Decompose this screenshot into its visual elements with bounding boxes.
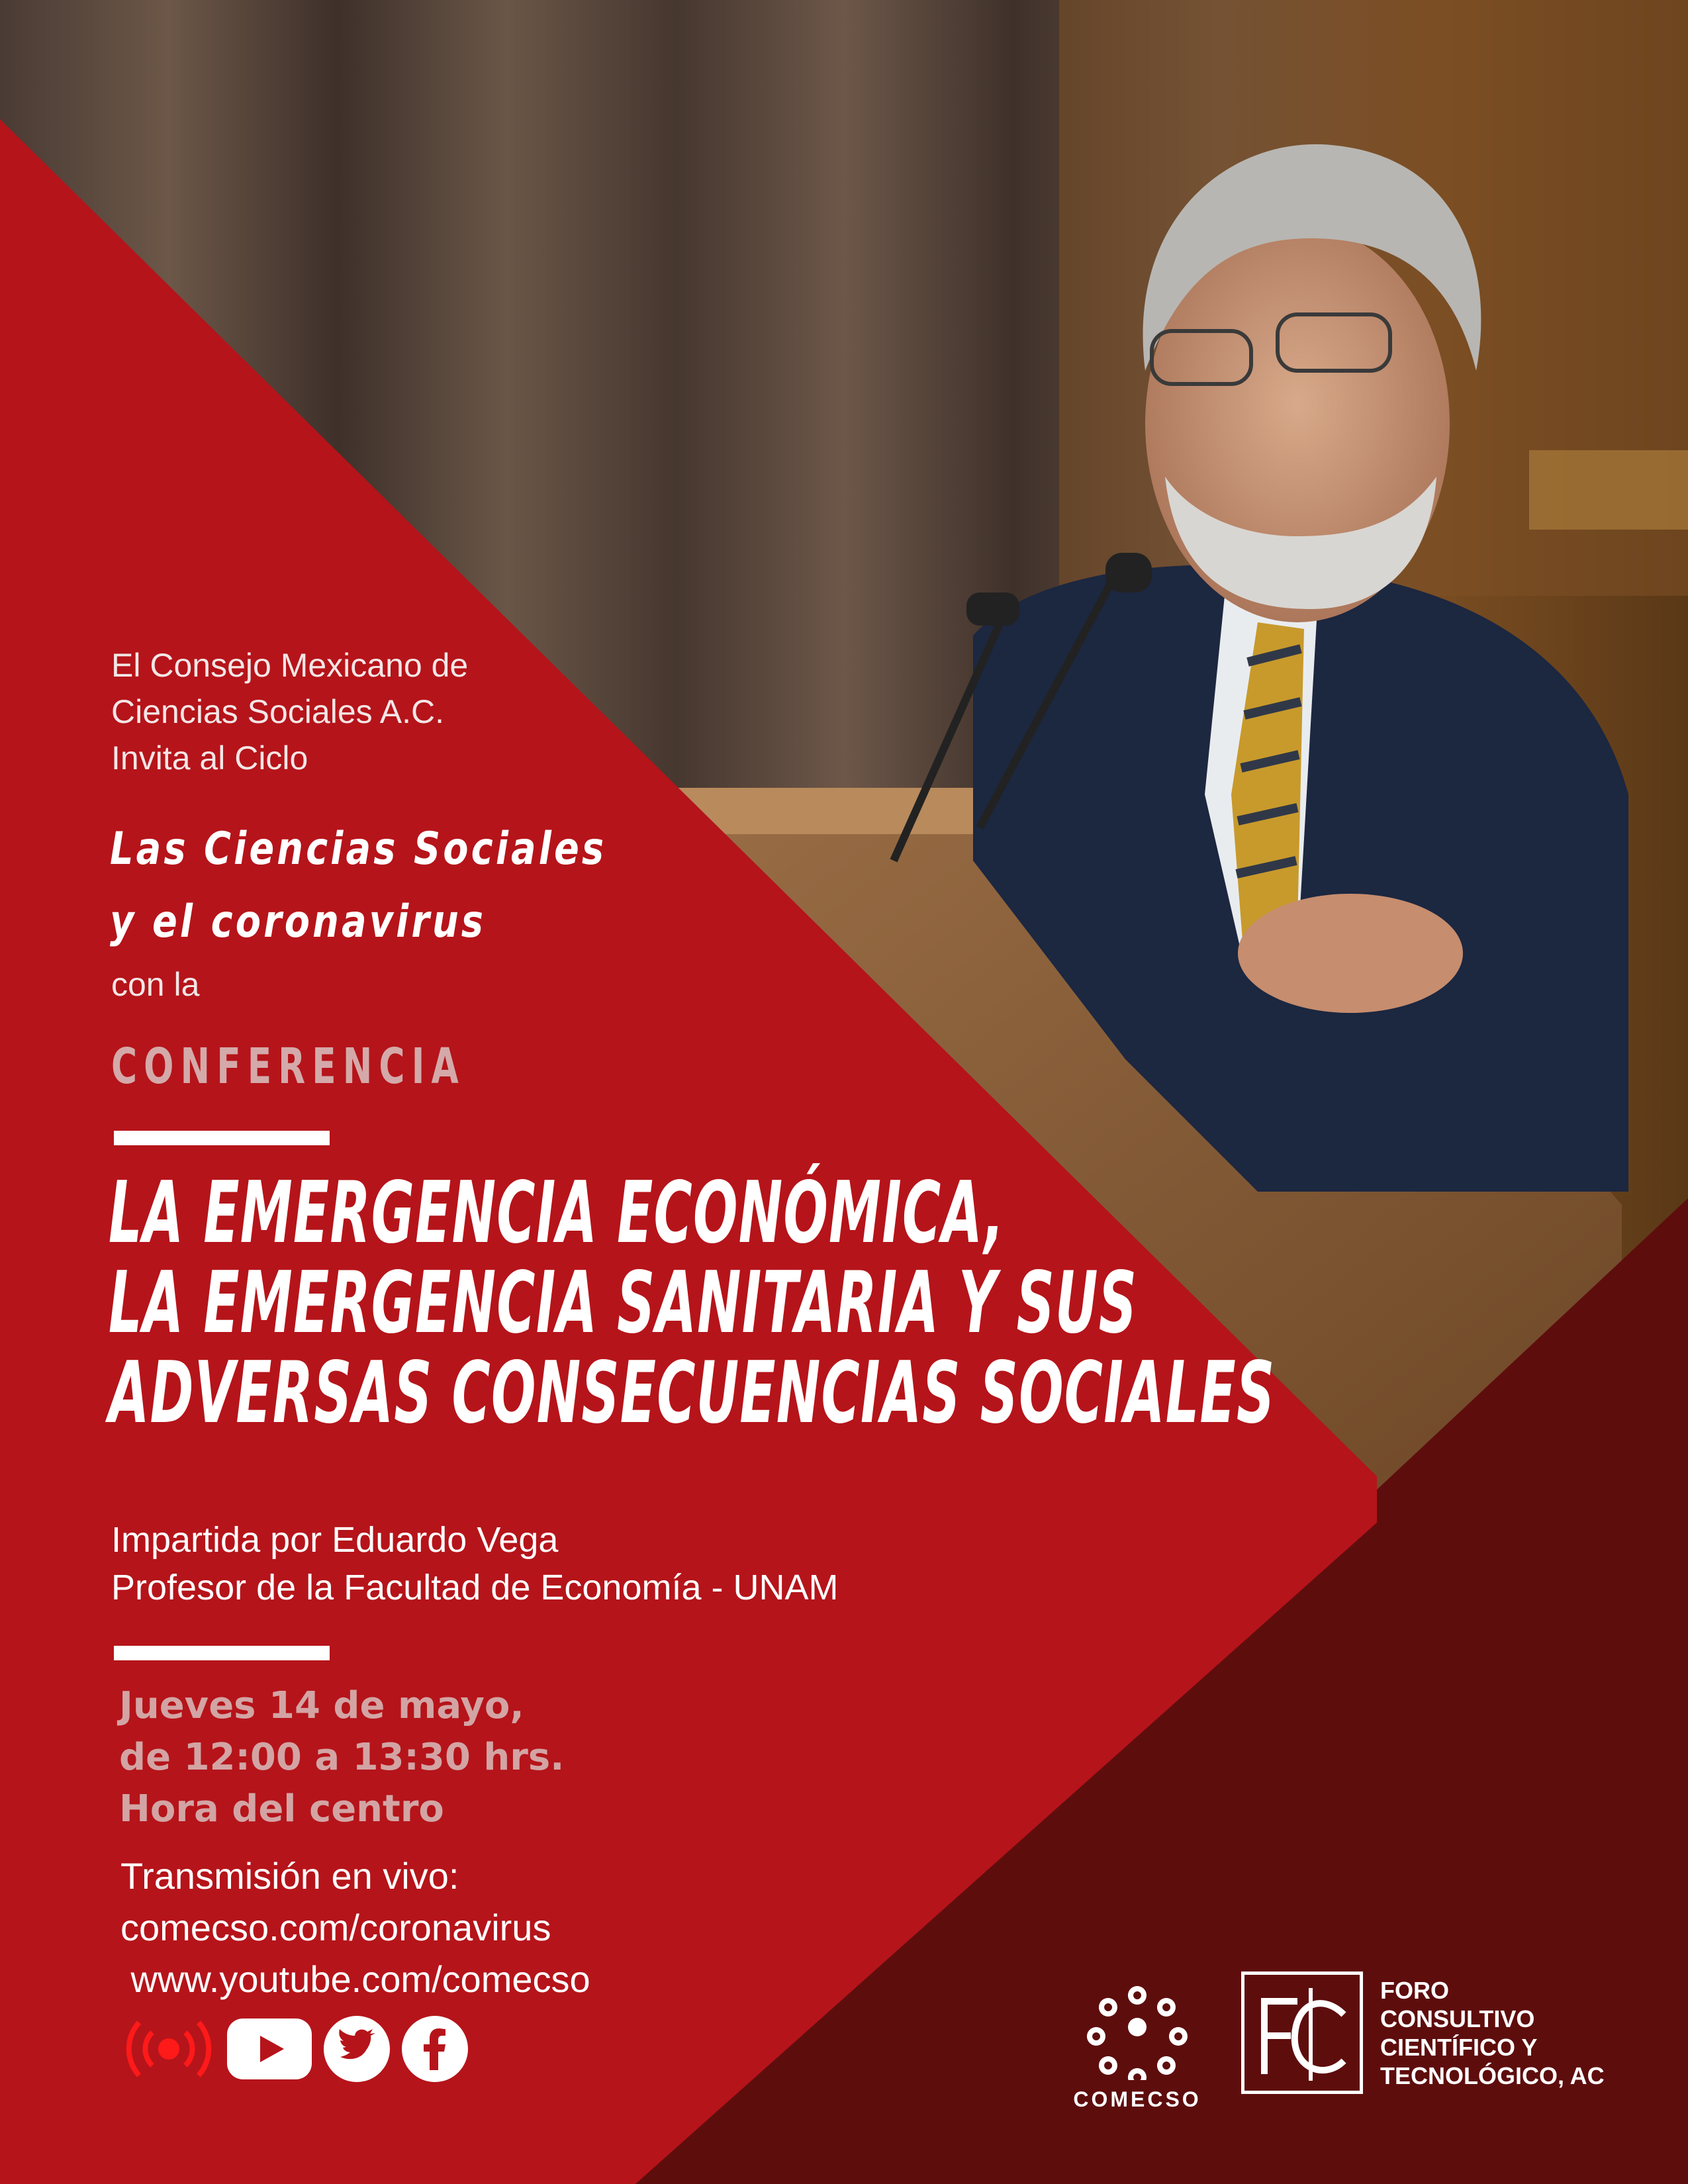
conference-label: CONFERENCIA — [111, 1038, 465, 1095]
event-date — [119, 1680, 564, 1835]
stream-info — [120, 1850, 590, 2005]
youtube-icon[interactable] — [227, 2016, 312, 2082]
facebook-icon[interactable] — [402, 2016, 468, 2082]
cycle-line: Las Ciencias Sociales — [110, 823, 607, 875]
divider-bottom — [114, 1646, 330, 1660]
cycle-line: y el coronavirus — [110, 896, 487, 948]
comecso-label: COMECSO — [1073, 2087, 1201, 2111]
stream-link-youtube[interactable]: www.youtube.com/comecso — [120, 1958, 590, 2000]
comecso-logo — [1064, 1974, 1210, 2112]
title-line: LA EMERGENCIA ECONÓMICA, — [109, 1164, 1006, 1262]
stream-link-comecso[interactable]: comecso.com/coronavirus — [120, 1907, 551, 1948]
live-broadcast-icon[interactable] — [122, 2016, 215, 2082]
divider-top — [114, 1131, 330, 1145]
foro-consultivo-logo — [1241, 1971, 1605, 2094]
foro-line: FORO — [1380, 1976, 1449, 2004]
comecso-emblem-icon — [1084, 1974, 1190, 2080]
date-line: Jueves 14 de mayo, — [119, 1684, 524, 1727]
intro-line: Ciencias Sociales A.C. — [111, 693, 445, 730]
foro-line: CIENTÍFICO Y — [1380, 2033, 1538, 2061]
intro-line: Invita al Ciclo — [111, 739, 308, 777]
con-la-text: con la — [111, 966, 200, 1003]
foro-emblem-icon — [1241, 1971, 1363, 2094]
speaker-affiliation: Profesor de la Facultad de Economía - UNAM — [111, 1568, 839, 1607]
conference-title — [109, 1164, 1276, 1443]
twitter-icon[interactable] — [324, 2016, 390, 2082]
foro-line: CONSULTIVO — [1380, 2005, 1535, 2032]
title-line: ADVERSAS CONSECUENCIAS SOCIALES — [109, 1344, 1276, 1443]
speaker-name: Impartida por Eduardo Vega — [111, 1520, 559, 1560]
date-line: de 12:00 a 13:30 hrs. — [119, 1736, 565, 1779]
social-icons — [122, 2013, 468, 2085]
intro-text — [111, 642, 468, 781]
date-line: Hora del centro — [119, 1787, 444, 1830]
foro-line: TECNOLÓGICO, AC — [1380, 2062, 1605, 2089]
title-line: LA EMERGENCIA SANITARIA Y SUS — [109, 1254, 1138, 1353]
speaker-info — [111, 1516, 838, 1611]
cycle-title — [110, 813, 606, 959]
foro-text — [1380, 1976, 1605, 2090]
stream-label: Transmisión en vivo: — [120, 1855, 459, 1897]
intro-line: El Consejo Mexicano de — [111, 647, 469, 684]
